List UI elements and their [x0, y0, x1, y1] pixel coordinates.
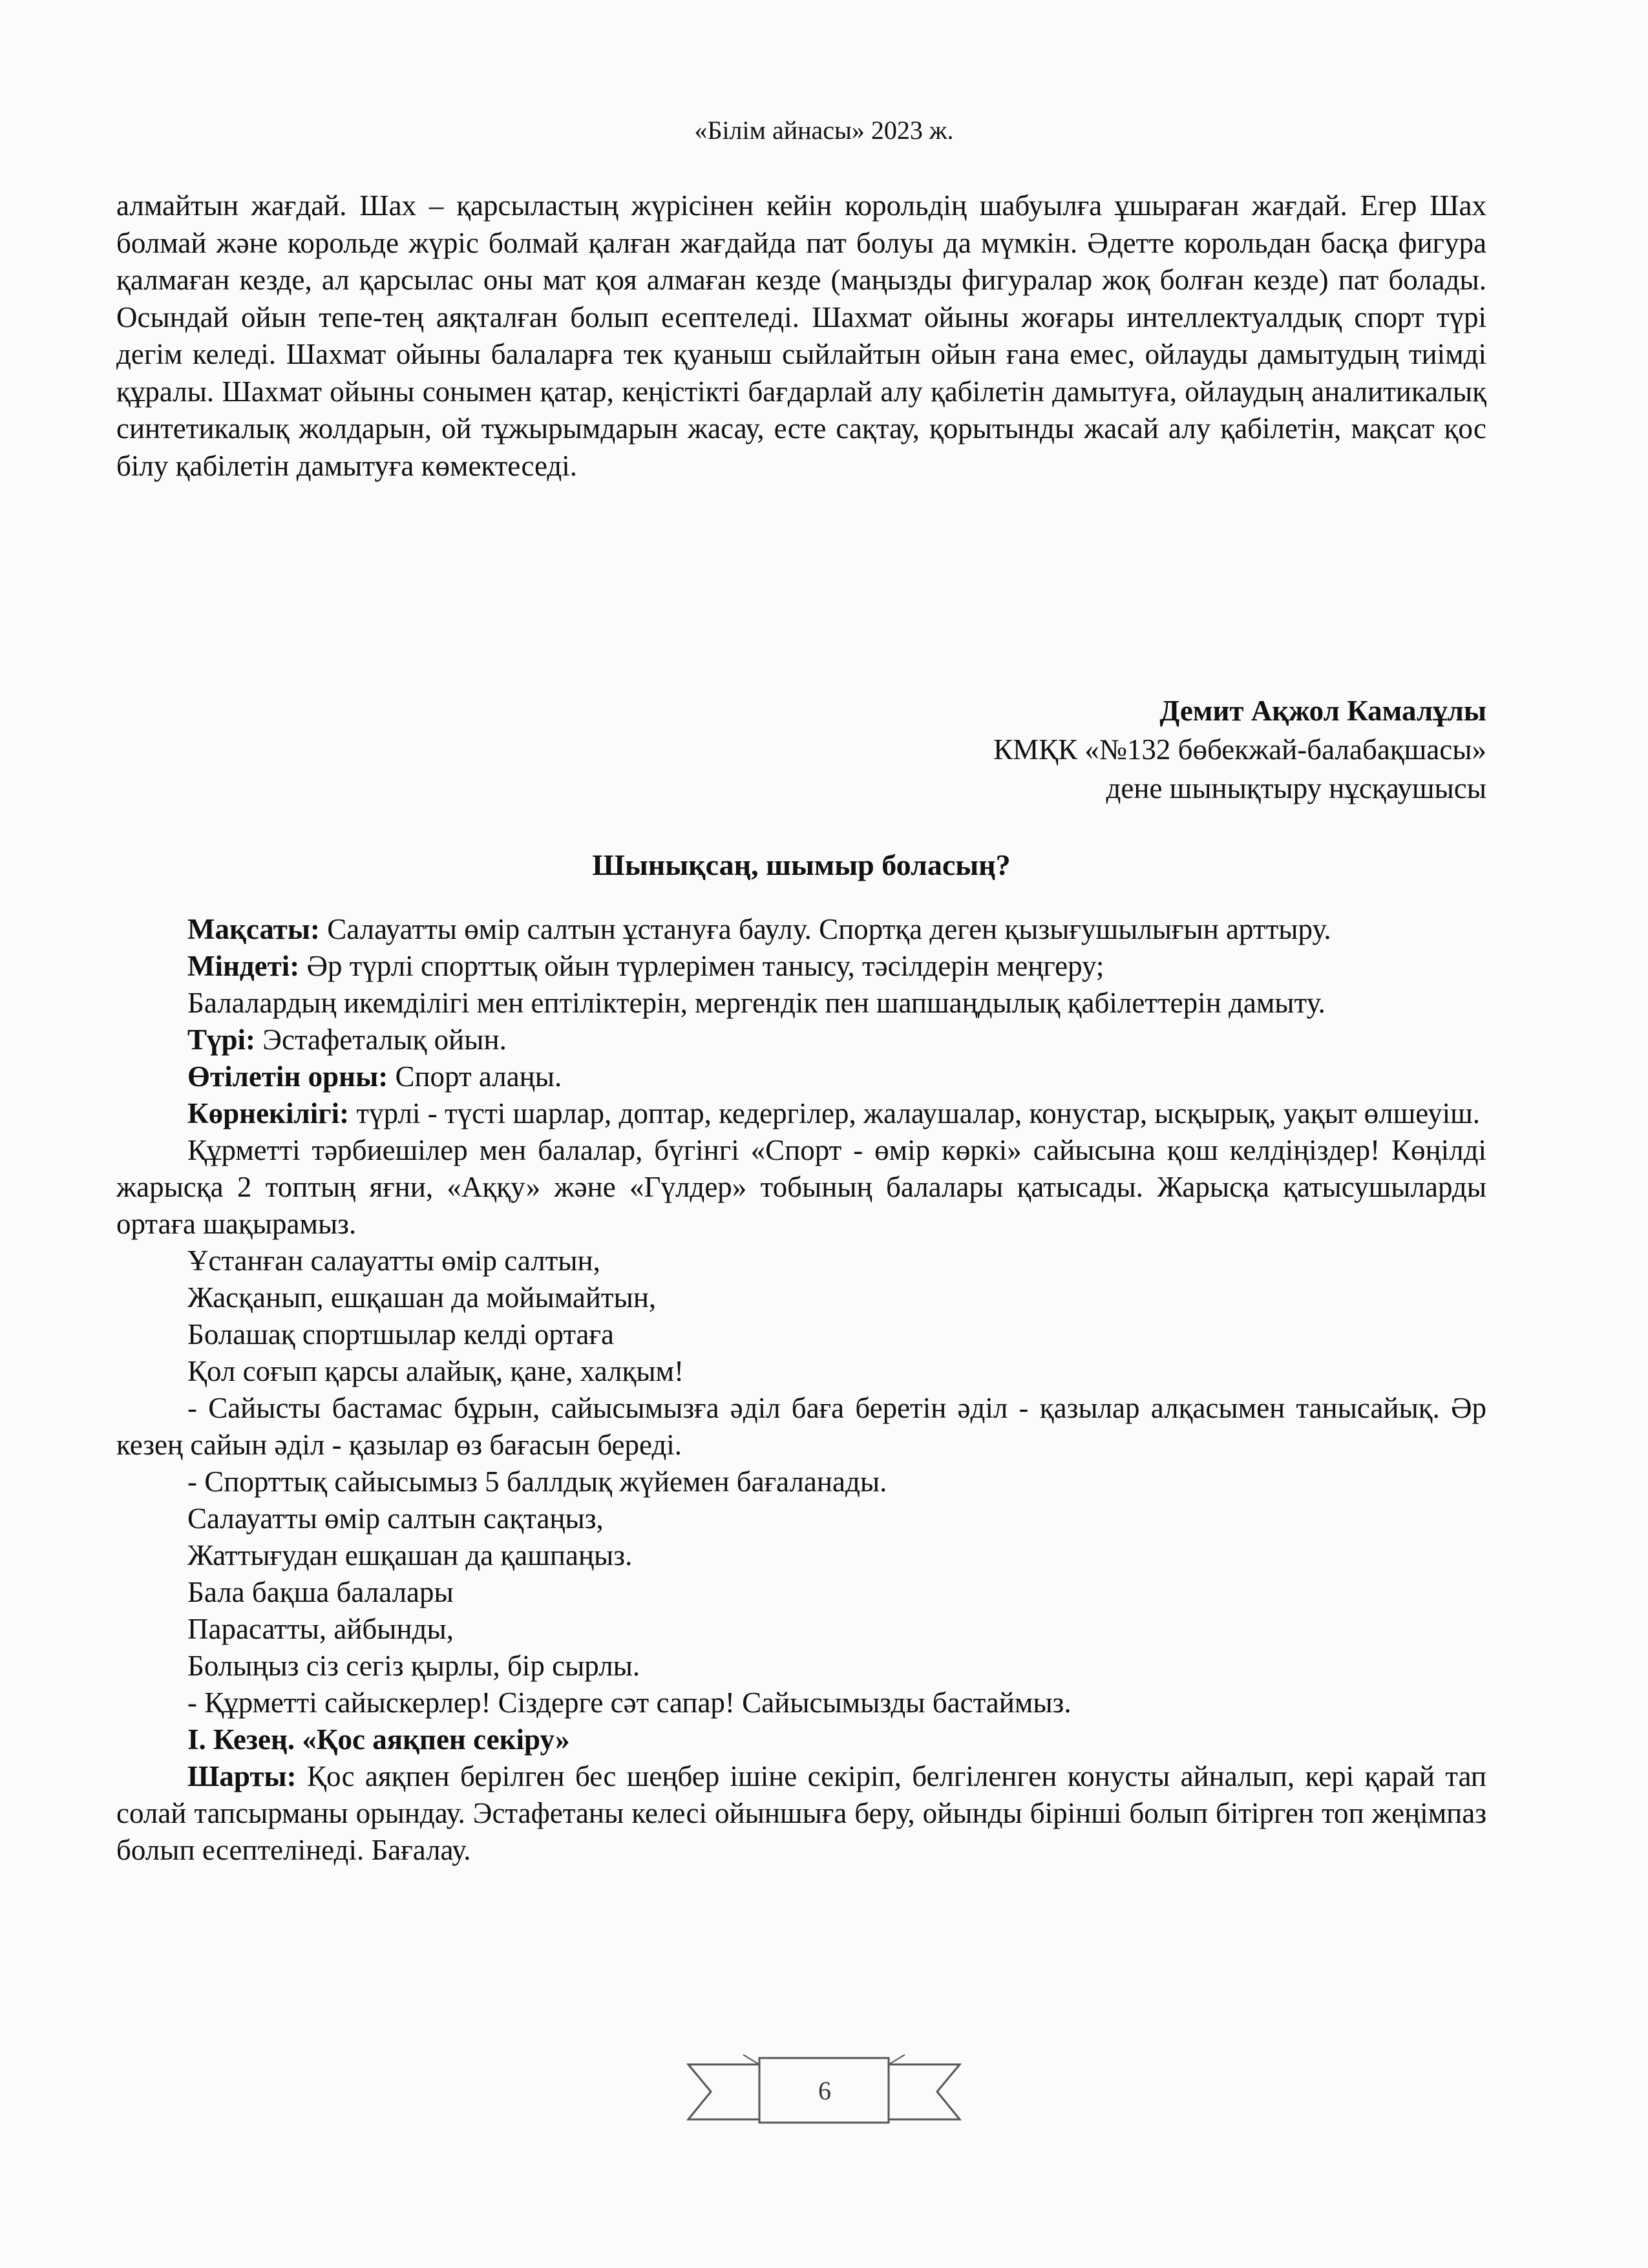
type-label: Түрі: — [187, 1024, 256, 1056]
stage1-label: Шарты: — [187, 1760, 297, 1792]
journal-header: «Білім айнасы» 2023 ж. — [694, 116, 954, 145]
article-title: Шынықсаң, шымыр боласың? — [592, 848, 1011, 881]
poem1-line: Қол соғып қарсы алайық, қане, халқым! — [187, 1355, 684, 1387]
task-text: Әр түрлі спорттық ойын түрлерімен танысу, тәсілдерін меңгеру; — [299, 950, 1104, 982]
task-paragraph — [116, 948, 1486, 985]
poem2-line: Салауатты өмір салтын сақтаңыз, — [187, 1502, 604, 1535]
poem2-line: Парасатты, айбынды, — [187, 1613, 454, 1645]
author-block — [116, 691, 1486, 808]
stage1-title: І. Кезең. «Қос аяқпен секіру» — [187, 1723, 570, 1756]
jury-paragraph: - Сайысты бастамас бұрын, сайысымызға әділ баға беретін әділ - қазылар алқасымен танысайық. Әр кезең сайын әділ - қазылар өз бағасын береді. — [116, 1392, 1486, 1461]
goal-label: Мақсаты: — [187, 913, 320, 945]
stage1-paragraph — [116, 1758, 1486, 1869]
task-paragraph-2: Балалардың икемділігі мен ептіліктерін, мергендік пен шапшаңдылық қабілеттерін дамыту. — [187, 987, 1326, 1019]
goal-paragraph — [116, 911, 1486, 948]
poem1-line: Жасқанып, ешқашан да мойымайтын, — [187, 1281, 657, 1314]
visual-paragraph — [116, 1095, 1486, 1132]
place-paragraph — [116, 1058, 1486, 1095]
type-text: Эстафеталық ойын. — [255, 1024, 507, 1056]
poem1-line: Ұстанған салауатты өмір салтын, — [187, 1244, 600, 1277]
scoring-paragraph: - Спорттық сайысымыз 5 баллдық жүйемен бағаланады. — [187, 1465, 887, 1498]
author-position: дене шынықтыру нұсқаушысы — [1106, 772, 1486, 804]
greeting-paragraph: Құрметті тәрбиешілер мен балалар, бүгінгі «Спорт - өмір көркі» сайысына қош келдіңіздер! Көңілді жарысқа 2 топтың яғни, «Аққу» және «Гүлдер» тобының балалары қатысады. Жарысқа қатысушыларды ортаға шақырамыз. — [116, 1134, 1486, 1240]
intro-paragraph: алмайтын жағдай. Шах – қарсыластың жүрісінен кейін корольдің шабуылға ұшыраған жағдай. Егер Шах болмай және корольде жүріс болмай қалған жағдайда пат болуы да мүмкін. Әдетте корольдан басқа фигура қалмаған кезде, ал қарсылас оны мат қоя алмаған кезде (маңызды фигуралар жоқ болған кезде) пат болады. Осындай ойын тепе-тең аяқталған болып есептеледі. Шахмат ойыны жоғары интеллектуалдық спорт түрі дегім келеді. Шахмат ойыны балаларға тек қуаныш сыйлайтын ойын ғана емес, ойлауды дамытудың тиімді құралы. Шахмат ойыны сонымен қатар, кеңістікті бағдарлай алу қабілетін дамытуға, ойлаудың аналитикалық синтетикалық жолдарын, ой тұжырымдарын жасау, есте сақтау, қорытынды жасай алу қабілетін, мақсат қос білу қабілетін дамытуға көмектеседі. — [116, 189, 1486, 482]
visual-label: Көрнекілігі: — [187, 1097, 350, 1129]
place-label: Өтілетін орны: — [187, 1060, 388, 1093]
poem2-line: Болыңыз сіз сегіз қырлы, бір сырлы. — [187, 1650, 640, 1682]
type-paragraph — [116, 1022, 1486, 1058]
task-label: Міндеті: — [187, 950, 300, 982]
author-name: Демит Ақжол Камалұлы — [1159, 695, 1486, 727]
visual-text: түрлі - түсті шарлар, доптар, кедергілер, жалаушалар, конустар, ысқырық, уақыт өлшеуіш. — [349, 1097, 1481, 1129]
goal-text: Салауатты өмір салтын ұстануға баулу. Спортқа деген қызығушылығын арттыру. — [319, 913, 1331, 945]
article-body — [116, 911, 1486, 1869]
start-paragraph: - Құрметті сайыскерлер! Сіздерге сәт сапар! Сайысымызды бастаймыз. — [187, 1686, 1072, 1719]
poem2-line: Жаттығудан ешқашан да қашпаңыз. — [187, 1539, 633, 1571]
poem2-line: Бала бақша балалары — [187, 1576, 454, 1608]
author-organization: КМҚК «№132 бөбекжай-балабақшасы» — [993, 733, 1486, 766]
stage1-text: Қос аяқпен берілген бес шеңбер ішіне секіріп, белгіленген конусты айналып, кері қарай тап солай тапсырманы орындау. Эстафетаны келесі ойыншыға беру, ойынды бірінші болып бітірген топ жеңімпаз болып есептелінеді. Бағалау. — [116, 1760, 1486, 1866]
place-text: Спорт алаңы. — [388, 1060, 562, 1093]
intro-section — [116, 187, 1486, 485]
poem1-line: Болашақ спортшылар келді ортаға — [187, 1318, 614, 1350]
page-number: 6 — [818, 2076, 831, 2105]
